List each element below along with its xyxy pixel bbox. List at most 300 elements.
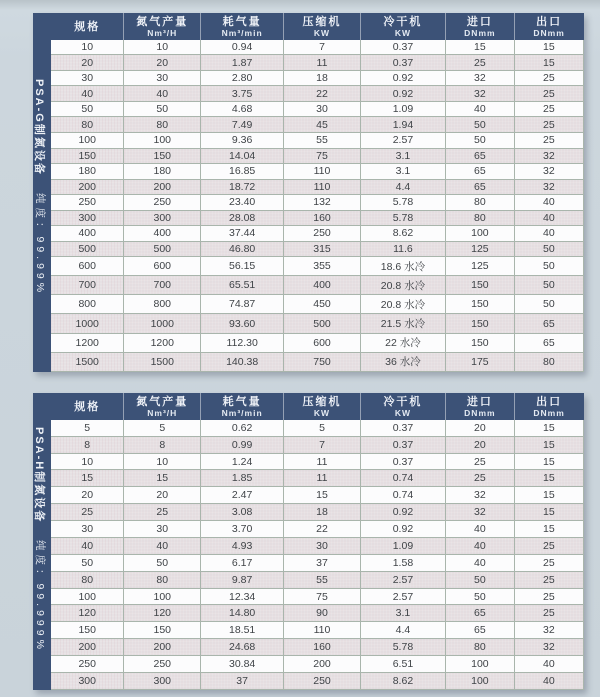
table-cell: 32	[514, 179, 583, 195]
table-cell: 40	[446, 554, 515, 571]
table-cell: 14.80	[201, 605, 284, 622]
table-body	[51, 420, 584, 690]
table-cell: 50	[514, 276, 583, 295]
table-cell: 1200	[51, 333, 124, 352]
column-title: 压缩机	[302, 395, 342, 408]
table-cell: 1000	[124, 314, 201, 333]
table-cell: 7	[284, 436, 361, 453]
table-cell: 56.15	[201, 257, 284, 276]
table-row	[51, 521, 584, 538]
table-cell: 32	[446, 70, 515, 86]
table-cell: 0.74	[360, 487, 445, 504]
column-unit: DNmm	[464, 407, 496, 418]
table-row	[51, 295, 584, 314]
table-cell: 75	[284, 588, 361, 605]
column-header	[514, 393, 583, 420]
table-row	[51, 352, 584, 371]
table-cell: 150	[446, 314, 515, 333]
table-cell: 11	[284, 55, 361, 71]
table-cell: 1.94	[360, 117, 445, 133]
table-cell: 15	[514, 487, 583, 504]
table-cell: 10	[51, 453, 124, 470]
table-cell: 15	[446, 40, 515, 55]
psa-h-sidebar	[33, 393, 51, 690]
table-cell: 50	[514, 257, 583, 276]
table-body	[51, 40, 584, 372]
table-cell: 93.60	[201, 314, 284, 333]
table-cell: 500	[51, 241, 124, 257]
table-row	[51, 622, 584, 639]
table-cell: 8.62	[360, 672, 445, 689]
table-cell: 4.93	[201, 537, 284, 554]
table-cell: 150	[446, 276, 515, 295]
table-cell: 12.34	[201, 588, 284, 605]
table-cell: 8	[124, 436, 201, 453]
table-cell: 80	[51, 571, 124, 588]
table-cell: 4.4	[360, 179, 445, 195]
table-cell: 37	[284, 554, 361, 571]
table-cell: 25	[446, 470, 515, 487]
table-cell: 0.62	[201, 420, 284, 436]
table-row	[51, 605, 584, 622]
table-row	[51, 656, 584, 673]
table-cell: 21.5 水冷	[360, 314, 445, 333]
table-row	[51, 453, 584, 470]
table-cell: 65	[446, 148, 515, 164]
table-cell: 250	[124, 195, 201, 211]
table-cell: 25	[514, 605, 583, 622]
table-cell: 0.92	[360, 86, 445, 102]
column-title: 出口	[536, 395, 563, 408]
table-cell: 5.78	[360, 639, 445, 656]
column-title: 耗气量	[222, 395, 262, 408]
table-row	[51, 179, 584, 195]
column-unit: Nm³/min	[221, 407, 263, 418]
table-cell: 40	[514, 672, 583, 689]
column-header	[124, 393, 201, 420]
table-cell: 80	[446, 210, 515, 226]
table-cell: 18	[284, 70, 361, 86]
table-cell: 22	[284, 521, 361, 538]
table-cell: 30	[124, 521, 201, 538]
table-cell: 25	[514, 554, 583, 571]
table-row	[51, 86, 584, 102]
table-row	[51, 588, 584, 605]
table-cell: 37.44	[201, 226, 284, 242]
table-cell: 250	[284, 672, 361, 689]
table-row	[51, 226, 584, 242]
table-cell: 120	[51, 605, 124, 622]
table-cell: 0.37	[360, 40, 445, 55]
table-cell: 50	[51, 554, 124, 571]
table-cell: 15	[514, 504, 583, 521]
table-cell: 6.17	[201, 554, 284, 571]
table-cell: 80	[124, 117, 201, 133]
column-unit: KW	[394, 407, 412, 418]
table-cell: 0.37	[360, 420, 445, 436]
column-header	[284, 393, 361, 420]
table-row	[51, 70, 584, 86]
table-cell: 0.37	[360, 436, 445, 453]
table-row	[51, 639, 584, 656]
table-row	[51, 101, 584, 117]
table-row	[51, 241, 584, 257]
table-cell: 55	[284, 571, 361, 588]
table-cell: 15	[514, 40, 583, 55]
column-title: 进口	[466, 395, 493, 408]
table-cell: 15	[284, 487, 361, 504]
column-header	[446, 13, 515, 40]
table-cell: 110	[284, 622, 361, 639]
table-cell: 50	[124, 101, 201, 117]
table-cell: 18.6 水冷	[360, 257, 445, 276]
table-row	[51, 420, 584, 436]
table-cell: 0.37	[360, 55, 445, 71]
table-cell: 800	[51, 295, 124, 314]
table-cell: 20	[124, 55, 201, 71]
spec-table-psa-h	[51, 393, 584, 690]
table-cell: 10	[124, 40, 201, 55]
table-cell: 65.51	[201, 276, 284, 295]
table-cell: 200	[51, 639, 124, 656]
table-cell: 0.94	[201, 40, 284, 55]
table-cell: 112.30	[201, 333, 284, 352]
table-row	[51, 554, 584, 571]
table-cell: 0.74	[360, 470, 445, 487]
table-cell: 6.51	[360, 656, 445, 673]
table-cell: 175	[446, 352, 515, 371]
table-cell: 40	[124, 537, 201, 554]
table-row	[51, 470, 584, 487]
table-cell: 50	[514, 241, 583, 257]
table-cell: 0.92	[360, 521, 445, 538]
table-cell: 20.8 水冷	[360, 295, 445, 314]
table-cell: 25	[514, 70, 583, 86]
table-cell: 5	[124, 420, 201, 436]
table-cell: 300	[124, 210, 201, 226]
column-header	[51, 393, 124, 420]
table-cell: 32	[514, 639, 583, 656]
table-cell: 25	[514, 571, 583, 588]
table-cell: 0.99	[201, 436, 284, 453]
table-cell: 20	[446, 436, 515, 453]
table-cell: 200	[124, 639, 201, 656]
table-cell: 600	[284, 333, 361, 352]
table-cell: 28.08	[201, 210, 284, 226]
table-cell: 600	[124, 257, 201, 276]
table-cell: 1.09	[360, 537, 445, 554]
table-cell: 50	[124, 554, 201, 571]
table-cell: 500	[124, 241, 201, 257]
table-cell: 9.36	[201, 133, 284, 149]
table-cell: 50	[446, 117, 515, 133]
column-title: 冷干机	[383, 15, 423, 28]
table-cell: 15	[514, 521, 583, 538]
column-title: 耗气量	[222, 15, 262, 28]
table-cell: 80	[446, 195, 515, 211]
table-cell: 160	[284, 210, 361, 226]
table-cell: 150	[446, 295, 515, 314]
table-cell: 4.68	[201, 101, 284, 117]
table-cell: 10	[51, 40, 124, 55]
table-cell: 20	[446, 420, 515, 436]
table-cell: 150	[446, 333, 515, 352]
table-cell: 32	[446, 86, 515, 102]
table-cell: 2.57	[360, 588, 445, 605]
table-cell: 40	[51, 537, 124, 554]
table-cell: 3.08	[201, 504, 284, 521]
table-cell: 250	[124, 656, 201, 673]
table-cell: 300	[124, 672, 201, 689]
column-title: 冷干机	[383, 395, 423, 408]
table-cell: 11	[284, 453, 361, 470]
table-cell: 0.37	[360, 453, 445, 470]
table-cell: 5.78	[360, 210, 445, 226]
table-cell: 30	[51, 70, 124, 86]
table-cell: 9.87	[201, 571, 284, 588]
table-cell: 65	[446, 179, 515, 195]
table-cell: 40	[51, 86, 124, 102]
table-cell: 16.85	[201, 164, 284, 180]
table-cell: 40	[446, 537, 515, 554]
table-cell: 315	[284, 241, 361, 257]
table-cell: 25	[514, 537, 583, 554]
table-cell: 700	[124, 276, 201, 295]
table-cell: 65	[514, 333, 583, 352]
table-cell: 18.51	[201, 622, 284, 639]
table-cell: 7.49	[201, 117, 284, 133]
table-cell: 7	[284, 40, 361, 55]
column-header	[360, 393, 445, 420]
table-cell: 150	[51, 622, 124, 639]
table-cell: 0.92	[360, 504, 445, 521]
table-cell: 100	[446, 672, 515, 689]
column-unit: KW	[313, 407, 331, 418]
table-cell: 3.70	[201, 521, 284, 538]
table-cell: 250	[51, 195, 124, 211]
table-cell: 125	[446, 241, 515, 257]
table-cell: 25	[446, 453, 515, 470]
table-cell: 140.38	[201, 352, 284, 371]
table-row	[51, 148, 584, 164]
table-cell: 5	[51, 420, 124, 436]
table-cell: 15	[514, 55, 583, 71]
psa-h-panel	[33, 393, 584, 690]
table-cell: 110	[284, 164, 361, 180]
table-cell: 50	[51, 101, 124, 117]
table-cell: 150	[124, 148, 201, 164]
table-row	[51, 210, 584, 226]
table-cell: 90	[284, 605, 361, 622]
header-row	[51, 13, 584, 40]
column-unit: Nm³/H	[147, 27, 178, 38]
table-cell: 40	[514, 656, 583, 673]
table-cell: 1000	[51, 314, 124, 333]
table-cell: 132	[284, 195, 361, 211]
header-row	[51, 393, 584, 420]
column-header	[201, 393, 284, 420]
table-cell: 150	[124, 622, 201, 639]
table-cell: 32	[514, 622, 583, 639]
table-cell: 20.8 水冷	[360, 276, 445, 295]
table-cell: 32	[514, 148, 583, 164]
table-cell: 355	[284, 257, 361, 276]
column-header	[514, 13, 583, 40]
table-cell: 200	[124, 179, 201, 195]
table-cell: 50	[446, 588, 515, 605]
table-cell: 80	[124, 571, 201, 588]
table-cell: 2.47	[201, 487, 284, 504]
table-cell: 30	[51, 521, 124, 538]
table-cell: 20	[124, 487, 201, 504]
table-cell: 500	[284, 314, 361, 333]
table-cell: 25	[514, 133, 583, 149]
table-cell: 8.62	[360, 226, 445, 242]
table-row	[51, 436, 584, 453]
table-cell: 25	[514, 117, 583, 133]
table-cell: 20	[51, 487, 124, 504]
table-cell: 30.84	[201, 656, 284, 673]
table-cell: 800	[124, 295, 201, 314]
table-row	[51, 164, 584, 180]
table-row	[51, 333, 584, 352]
table-cell: 125	[446, 257, 515, 276]
table-cell: 40	[446, 101, 515, 117]
column-title: 规格	[74, 20, 101, 33]
table-cell: 450	[284, 295, 361, 314]
table-cell: 150	[51, 148, 124, 164]
table-cell: 65	[446, 164, 515, 180]
table-cell: 22 水冷	[360, 333, 445, 352]
column-header	[284, 13, 361, 40]
table-cell: 1500	[124, 352, 201, 371]
table-cell: 74.87	[201, 295, 284, 314]
table-cell: 25	[514, 86, 583, 102]
table-cell: 37	[201, 672, 284, 689]
table-row	[51, 537, 584, 554]
column-header	[446, 393, 515, 420]
table-cell: 8	[51, 436, 124, 453]
table-cell: 5.78	[360, 195, 445, 211]
table-cell: 400	[284, 276, 361, 295]
table-cell: 32	[446, 504, 515, 521]
table-cell: 40	[446, 521, 515, 538]
table-cell: 100	[124, 588, 201, 605]
table-cell: 10	[124, 453, 201, 470]
table-cell: 700	[51, 276, 124, 295]
table-cell: 3.1	[360, 164, 445, 180]
table-cell: 65	[514, 314, 583, 333]
table-row	[51, 314, 584, 333]
table-cell: 25	[514, 588, 583, 605]
table-cell: 400	[124, 226, 201, 242]
table-cell: 23.40	[201, 195, 284, 211]
table-cell: 11	[284, 470, 361, 487]
table-cell: 1.87	[201, 55, 284, 71]
column-unit: Nm³/min	[221, 27, 263, 38]
series-title-psa-h: PSA-H制氮设备	[33, 427, 45, 524]
table-cell: 32	[514, 164, 583, 180]
column-header	[201, 13, 284, 40]
table-row	[51, 487, 584, 504]
column-unit: DNmm	[464, 27, 496, 38]
table-cell: 30	[284, 537, 361, 554]
table-cell: 200	[51, 179, 124, 195]
table-cell: 180	[51, 164, 124, 180]
table-cell: 1.58	[360, 554, 445, 571]
table-cell: 50	[514, 295, 583, 314]
table-cell: 180	[124, 164, 201, 180]
column-title: 出口	[536, 15, 563, 28]
table-cell: 160	[284, 639, 361, 656]
column-header	[360, 13, 445, 40]
table-cell: 25	[446, 55, 515, 71]
table-cell: 2.57	[360, 571, 445, 588]
table-cell: 50	[446, 571, 515, 588]
column-unit: DNmm	[533, 27, 565, 38]
table-cell: 3.1	[360, 605, 445, 622]
table-cell: 15	[124, 470, 201, 487]
column-title: 压缩机	[302, 15, 342, 28]
table-cell: 14.04	[201, 148, 284, 164]
column-title: 氮气产量	[136, 395, 189, 408]
table-cell: 110	[284, 179, 361, 195]
table-cell: 300	[51, 672, 124, 689]
table-cell: 40	[514, 210, 583, 226]
table-cell: 15	[51, 470, 124, 487]
table-cell: 30	[124, 70, 201, 86]
table-cell: 55	[284, 133, 361, 149]
column-title: 规格	[74, 400, 101, 413]
table-row	[51, 133, 584, 149]
series-title-psa-g: PSA-G制氮设备	[33, 79, 45, 176]
table-cell: 20	[51, 55, 124, 71]
column-unit: DNmm	[533, 407, 565, 418]
table-row	[51, 195, 584, 211]
table-cell: 100	[51, 588, 124, 605]
table-cell: 750	[284, 352, 361, 371]
table-cell: 40	[514, 226, 583, 242]
table-cell: 4.4	[360, 622, 445, 639]
table-cell: 400	[51, 226, 124, 242]
table-cell: 250	[284, 226, 361, 242]
table-cell: 3.75	[201, 86, 284, 102]
table-cell: 100	[446, 656, 515, 673]
table-row	[51, 672, 584, 689]
table-cell: 75	[284, 148, 361, 164]
table-cell: 65	[446, 605, 515, 622]
table-row	[51, 55, 584, 71]
table-cell: 40	[124, 86, 201, 102]
table-cell: 50	[446, 133, 515, 149]
table-cell: 15	[514, 436, 583, 453]
table-row	[51, 40, 584, 55]
table-cell: 5	[284, 420, 361, 436]
table-cell: 100	[124, 133, 201, 149]
table-cell: 250	[51, 656, 124, 673]
table-row	[51, 257, 584, 276]
purity-label-psa-h: 纯度：99.999%	[34, 540, 46, 653]
column-title: 氮气产量	[136, 15, 189, 28]
psa-g-panel	[33, 13, 584, 372]
table-cell: 11.6	[360, 241, 445, 257]
table-cell: 1500	[51, 352, 124, 371]
table-cell: 18	[284, 504, 361, 521]
table-cell: 32	[446, 487, 515, 504]
column-header	[124, 13, 201, 40]
psa-g-sidebar	[33, 13, 51, 372]
table-cell: 45	[284, 117, 361, 133]
